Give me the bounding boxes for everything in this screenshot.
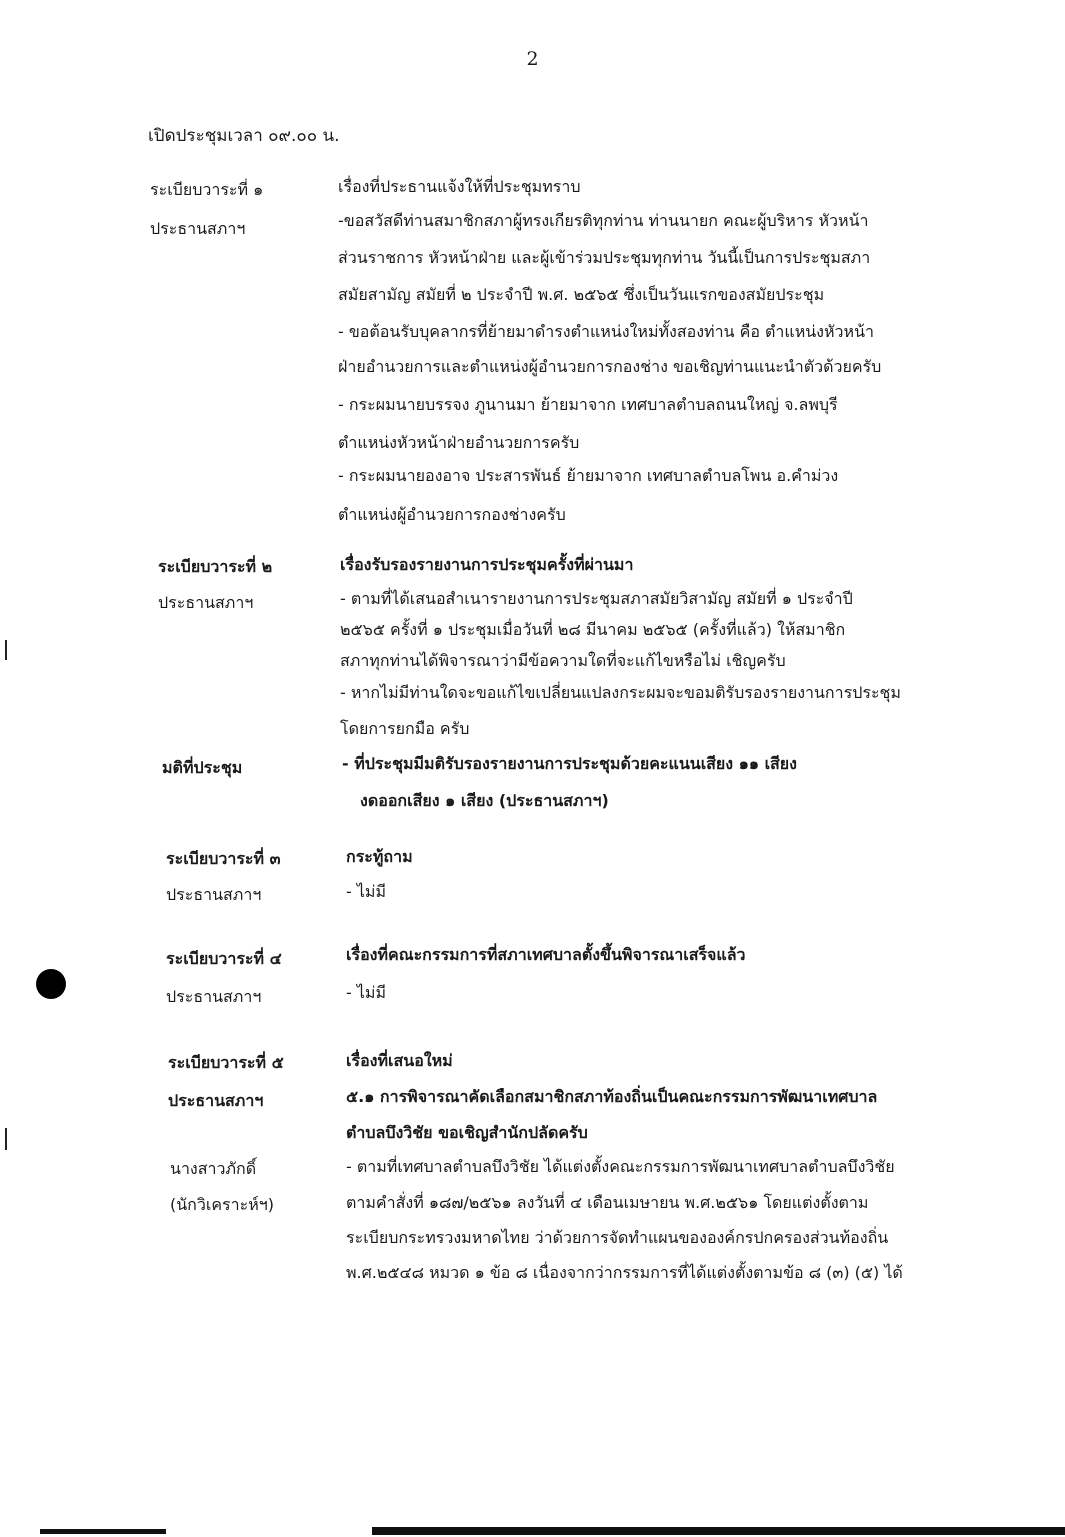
agenda-1-line: ส่วนราชการ หัวหน้าฝ่าย และผู้เข้าร่วมประชุมทุกท่าน วันนี้เป็นการประชุมสภา (338, 248, 871, 267)
agenda-5-line: ระเบียบกระทรวงมหาดไทย ว่าด้วยการจัดทำแผนขององค์กรปกครองส่วนท้องถิ่น (346, 1228, 889, 1247)
agenda-5-subtopic-line: ๕.๑ การพิจารณาคัดเลือกสมาชิกสภาท้องถิ่นเป็นคณะกรรมการพัฒนาเทศบาล (346, 1087, 878, 1106)
scan-edge-mark (5, 1128, 7, 1150)
agenda-2-title: เรื่องรับรองรายงานการประชุมครั้งที่ผ่านมา (340, 555, 634, 574)
scan-edge-mark (5, 640, 7, 660)
agenda-2-line: โดยการยกมือ ครับ (340, 719, 470, 738)
agenda-4-label: ระเบียบวาระที่ ๔ (166, 949, 282, 968)
meeting-opening: เปิดประชุมเวลา ๐๙.๐๐ น. (148, 126, 340, 146)
scan-edge-line-left (40, 1529, 166, 1534)
agenda-5-line: พ.ศ.๒๕๔๘ หมวด ๑ ข้อ ๘ เนื่องจากว่ากรรมการที่ได้แต่งตั้งตามข้อ ๘ (๓) (๕) ได้ (346, 1263, 903, 1282)
agenda-5-line: ตามคำสั่งที่ ๑๘๗/๒๕๖๑ ลงวันที่ ๔ เดือนเมษายน พ.ศ.๒๕๖๑ โดยแต่งตั้งตาม (346, 1193, 869, 1212)
agenda-2-line: - ตามที่ได้เสนอสำเนารายงานการประชุมสภาสมัยวิสามัญ สมัยที่ ๑ ประจำปี (340, 589, 853, 608)
resolution-label: มติที่ประชุม (162, 758, 243, 777)
agenda-3-label: ระเบียบวาระที่ ๓ (166, 849, 281, 868)
agenda-3-speaker: ประธานสภาฯ (166, 885, 262, 904)
speaker-name: นางสาวภักดิ์ (170, 1159, 257, 1178)
agenda-1-line: - กระผมนายองอาจ ประสารพันธ์ ย้ายมาจาก เทศบาลตำบลโพน อ.คำม่วง (338, 466, 839, 485)
resolution-line: งดออกเสียง ๑ เสียง (ประธานสภาฯ) (360, 791, 609, 810)
agenda-3-body: - ไม่มี (346, 882, 386, 901)
scan-edge-line-right (372, 1527, 1065, 1535)
agenda-1-line: ฝ่ายอำนวยการและตำแหน่งผู้อำนวยการกองช่าง ขอเชิญท่านแนะนำตัวด้วยครับ (338, 357, 882, 376)
resolution-line: - ที่ประชุมมีมติรับรองรายงานการประชุมด้วยคะแนนเสียง ๑๑ เสียง (342, 754, 797, 773)
agenda-5-line: - ตามที่เทศบาลตำบลบึงวิชัย ได้แต่งตั้งคณะกรรมการพัฒนาเทศบาลตำบลบึงวิชัย (346, 1157, 895, 1176)
agenda-1-line: สมัยสามัญ สมัยที่ ๒ ประจำปี พ.ศ. ๒๕๖๕ ซึ่งเป็นวันแรกของสมัยประชุม (338, 285, 825, 304)
speaker-role: (นักวิเคราะห์ฯ) (170, 1195, 274, 1214)
agenda-4-body: - ไม่มี (346, 983, 386, 1002)
agenda-1-title: เรื่องที่ประธานแจ้งให้ที่ประชุมทราบ (338, 177, 581, 196)
agenda-1-speaker: ประธานสภาฯ (150, 219, 246, 238)
agenda-5-label: ระเบียบวาระที่ ๕ (168, 1053, 284, 1072)
agenda-2-line: สภาทุกท่านได้พิจารณาว่ามีข้อความใดที่จะแก้ไขหรือไม่ เชิญครับ (340, 651, 786, 670)
agenda-5-title: เรื่องที่เสนอใหม่ (346, 1051, 453, 1070)
agenda-4-title: เรื่องที่คณะกรรมการที่สภาเทศบาลตั้งขึ้นพิจารณาเสร็จแล้ว (346, 945, 746, 964)
agenda-1-label: ระเบียบวาระที่ ๑ (150, 180, 264, 199)
agenda-2-speaker: ประธานสภาฯ (158, 593, 254, 612)
agenda-1-line: - ขอต้อนรับบุคลากรที่ย้ายมาดำรงตำแหน่งใหม่ทั้งสองท่าน คือ ตำแหน่งหัวหน้า (338, 322, 874, 341)
agenda-2-line: ๒๕๖๕ ครั้งที่ ๑ ประชุมเมื่อวันที่ ๒๘ มีนาคม ๒๕๖๕ (ครั้งที่แล้ว) ให้สมาชิก (340, 620, 846, 639)
agenda-1-line: - กระผมนายบรรจง ภูนานมา ย้ายมาจาก เทศบาลตำบลถนนใหญ่ จ.ลพบุรี (338, 395, 838, 414)
agenda-1-line: ตำแหน่งหัวหน้าฝ่ายอำนวยการครับ (338, 433, 580, 452)
binding-hole-dot (36, 969, 66, 999)
agenda-1-line: -ขอสวัสดีท่านสมาชิกสภาผู้ทรงเกียรติทุกท่าน ท่านนายก คณะผู้บริหาร หัวหน้า (338, 211, 869, 230)
agenda-5-subtopic-line: ตำบลบึงวิชัย ขอเชิญสำนักปลัดครับ (346, 1123, 588, 1142)
agenda-1-line: ตำแหน่งผู้อำนวยการกองช่างครับ (338, 505, 566, 524)
page-number: 2 (526, 48, 539, 70)
agenda-4-speaker: ประธานสภาฯ (166, 987, 262, 1006)
agenda-5-speaker: ประธานสภาฯ (168, 1091, 264, 1110)
agenda-2-line: - หากไม่มีท่านใดจะขอแก้ไขเปลี่ยนแปลงกระผมจะขอมติรับรองรายงานการประชุม (340, 683, 901, 702)
agenda-2-label: ระเบียบวาระที่ ๒ (158, 557, 273, 576)
agenda-3-title: กระทู้ถาม (346, 847, 413, 866)
